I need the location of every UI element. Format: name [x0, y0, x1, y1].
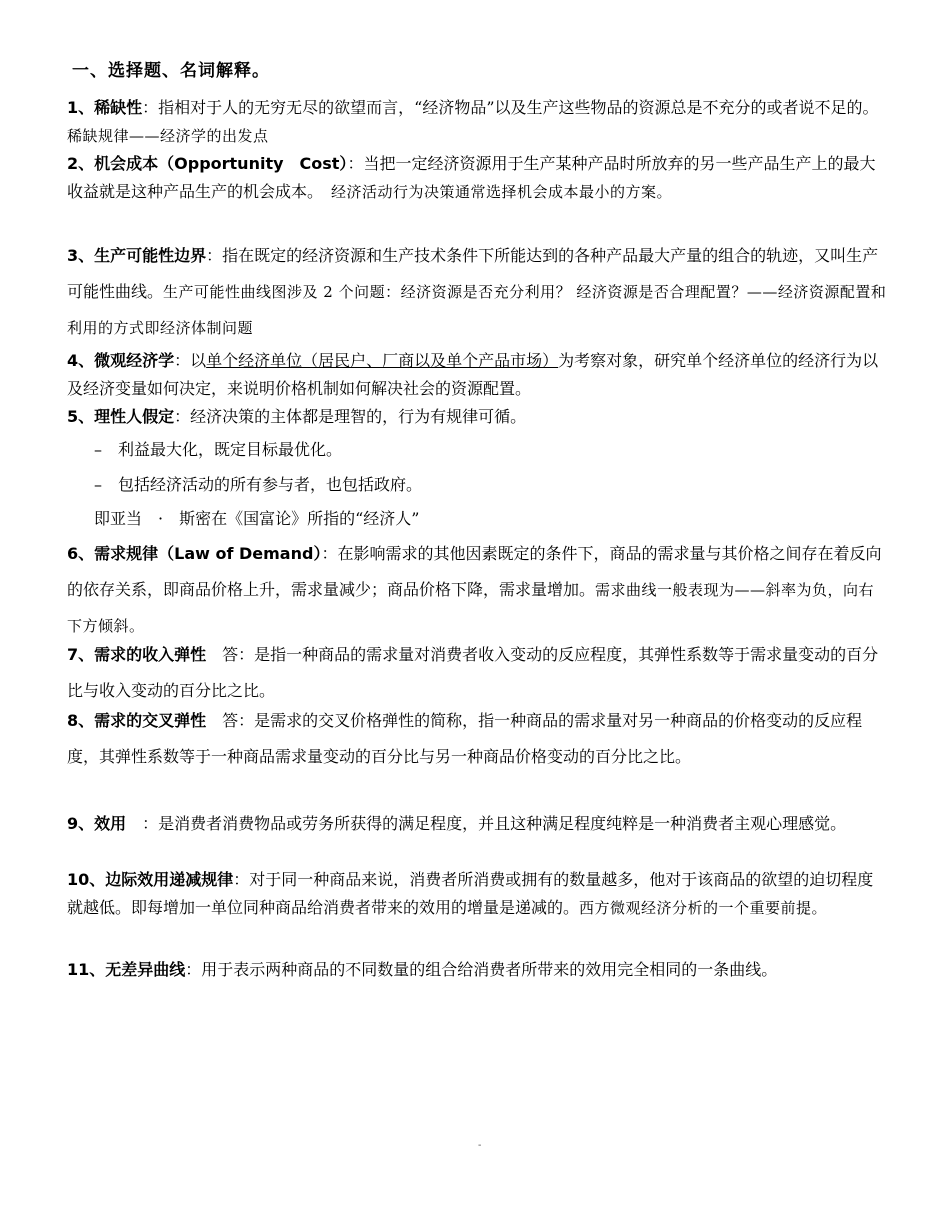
definition-item-4 [67, 347, 887, 403]
definition-item-7 [67, 637, 887, 709]
definition-body: 在影响需求的其他因素既定的条件下，商品的需求量与其价格之间存在着反向的依存关系，即商品价格上升，需求量减少；商品价格下降，需求量增加。 [67, 544, 882, 599]
definition-item-10 [67, 866, 887, 922]
definition-item-8 [67, 703, 887, 775]
term: 8、需求的交叉弹性 [67, 711, 207, 730]
definition-note: 生产可能性曲线图涉及 2 个问题：经济资源是否充分利用？ 经济资源是否合理配置？——经济资源配置和利用的方式即经济体制问题 [67, 283, 887, 337]
separator: ： [142, 98, 159, 117]
definition-note: 需求曲线一般表现为——斜率为负，向右下方倾斜。 [67, 581, 875, 635]
definition-item-11 [67, 956, 887, 984]
definition-item-1 [67, 94, 887, 150]
definition-body: 是需求的交叉价格弹性的简称，指一种商品的需求量对另一种商品的价格变动的反应程度，其弹性系数等于一种商品需求量变动的百分比与另一种商品价格变动的百分比之比。 [67, 711, 863, 766]
term: 11、无差异曲线 [67, 960, 186, 979]
definition-body: 当把一定经济资源用于生产某种产品时所放弃的另一些产品生产上的最大收益就是这种产品生产的机会成本。 [67, 154, 876, 201]
separator: ： [233, 870, 250, 889]
definition-item-5 [67, 403, 887, 431]
separator: 答： [206, 645, 255, 664]
definition-note: 西方微观经济分析的一个重要前提。 [579, 899, 828, 917]
definition-body: 指相对于人的无穷无尽的欲望而言，“经济物品”以及生产这些物品的资源总是不充分的或者说不足的。 [158, 98, 879, 117]
bullet-item: – 利益最大化，既定目标最优化。 [94, 440, 343, 459]
definition-body: 经济决策的主体都是理智的，行为有规律可循。 [190, 407, 527, 426]
definition-item-3 [67, 238, 887, 346]
separator: ： [174, 407, 191, 426]
separator: ： [347, 154, 364, 173]
separator: 答： [206, 711, 255, 730]
term: 10、边际效用递减规律 [67, 870, 234, 889]
definition-item-6 [67, 536, 887, 644]
separator: ： [126, 814, 159, 833]
term: 6、需求规律（Law of Demand） [67, 544, 322, 563]
underlined-phrase: 单个经济单位（居民户、厂商以及单个产品市场） [206, 351, 559, 370]
definition-body: 用于表示两种商品的不同数量的组合给消费者所带来的效用完全相同的一条曲线。 [201, 960, 778, 979]
separator: ：以 [174, 351, 207, 370]
term: 9、效用 [67, 814, 127, 833]
definition-body: 为考察对象，研究单个经济单位的经济行为以及经济变量如何决定，来说明价格机制如何解决社会的资源配置。 [67, 351, 879, 398]
definition-item-9 [67, 810, 887, 838]
definition-body: 对于同一种商品来说，消费者所消费或拥有的数量越多，他对于该商品的欲望的迫切程度就越低。即每增加一单位同种商品给消费者带来的效用的增量是递减的。 [67, 870, 874, 917]
definition-body: 是指一种商品的需求量对消费者收入变动的反应程度，其弹性系数等于需求量变动的百分比与收入变动的百分比之比。 [67, 645, 879, 700]
term: 7、需求的收入弹性 [67, 645, 207, 664]
definition-note: 经济活动行为决策通常选择机会成本最小的方案。 [331, 183, 673, 201]
definition-item-2 [67, 150, 887, 206]
term: 1、稀缺性 [67, 98, 143, 117]
separator: ： [185, 960, 202, 979]
definition-body: 是消费者消费物品或劳务所获得的满足程度，并且这种满足程度纯粹是一种消费者主观心理感觉。 [158, 814, 847, 833]
section-heading: 一、选择题、名词解释。 [72, 61, 270, 81]
page-footer-mark: - [478, 1140, 482, 1151]
definition-note: 稀缺规律——经济学的出发点 [67, 127, 269, 145]
bullet-item: – 包括经济活动的所有参与者，也包括政府。 [94, 475, 423, 494]
term: 5、理性人假定 [67, 407, 175, 426]
term: 3、生产可能性边界 [67, 246, 207, 265]
definition-body: 指在既定的经济资源和生产技术条件下所能达到的各种产品最大产量的组合的轨迹，又叫生产可能性曲线。 [67, 246, 879, 301]
separator: ： [321, 544, 338, 563]
bullet-tail: 即亚当 · 斯密在《国富论》所指的“经济人” [94, 509, 420, 528]
term: 4、微观经济学 [67, 351, 175, 370]
term: 2、机会成本（Opportunity Cost） [67, 154, 348, 173]
separator: ： [206, 246, 223, 265]
